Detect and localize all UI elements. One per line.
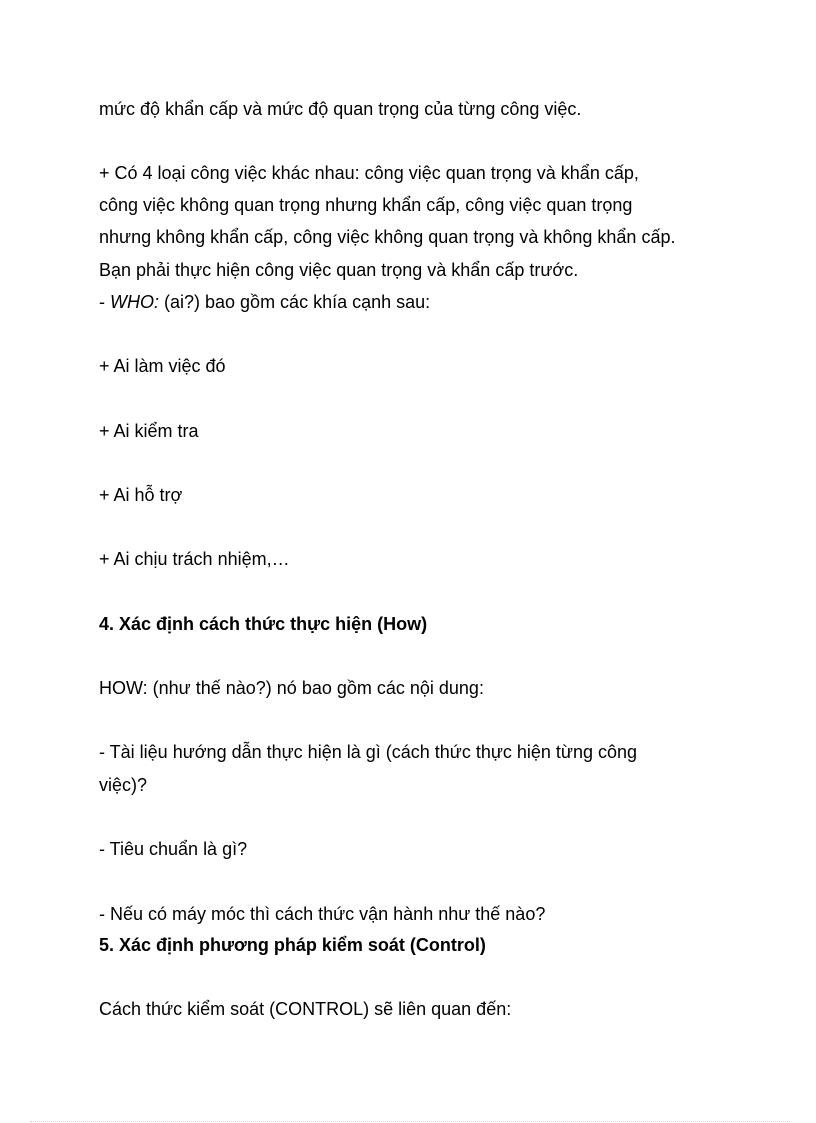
who-rest: (ai?) bao gồm các khía cạnh sau: [159, 292, 431, 312]
paragraph-line: + Có 4 loại công việc khác nhau: công việc quan trọng và khẩn cấp, [99, 163, 639, 183]
list-item: + Ai chịu trách nhiệm,… [99, 549, 290, 569]
who-line [99, 291, 430, 313]
who-prefix: - [99, 292, 110, 312]
paragraph-line: nhưng không khẩn cấp, công việc không quan trọng và không khẩn cấp. [99, 227, 676, 247]
paragraph-line: HOW: (như thế nào?) nó bao gồm các nội dung: [99, 678, 484, 698]
paragraph-line: công việc không quan trọng nhưng khẩn cấp, công việc quan trọng [99, 195, 633, 215]
paragraph-line: Cách thức kiểm soát (CONTROL) sẽ liên quan đến: [99, 999, 512, 1019]
paragraph-line: việc)? [99, 775, 148, 795]
paragraph-line: - Nếu có máy móc thì cách thức vận hành như thế nào? [99, 904, 546, 924]
list-item: + Ai làm việc đó [99, 356, 226, 376]
who-term: WHO: [110, 292, 159, 312]
paragraph-line: mức độ khẩn cấp và mức độ quan trọng của từng công việc. [99, 99, 582, 119]
paragraph-line: - Tiêu chuẩn là gì? [99, 839, 248, 859]
paragraph-line: - Tài liệu hướng dẫn thực hiện là gì (cách thức thực hiện từng công [99, 742, 638, 762]
paragraph-line: Bạn phải thực hiện công việc quan trọng và khẩn cấp trước. [99, 260, 579, 280]
section-heading: 5. Xác định phương pháp kiểm soát (Control) [99, 935, 486, 955]
list-item: + Ai hỗ trợ [99, 485, 183, 505]
page-bottom-divider [30, 1121, 790, 1122]
section-heading: 4. Xác định cách thức thực hiện (How) [99, 614, 428, 634]
list-item: + Ai kiểm tra [99, 421, 199, 441]
